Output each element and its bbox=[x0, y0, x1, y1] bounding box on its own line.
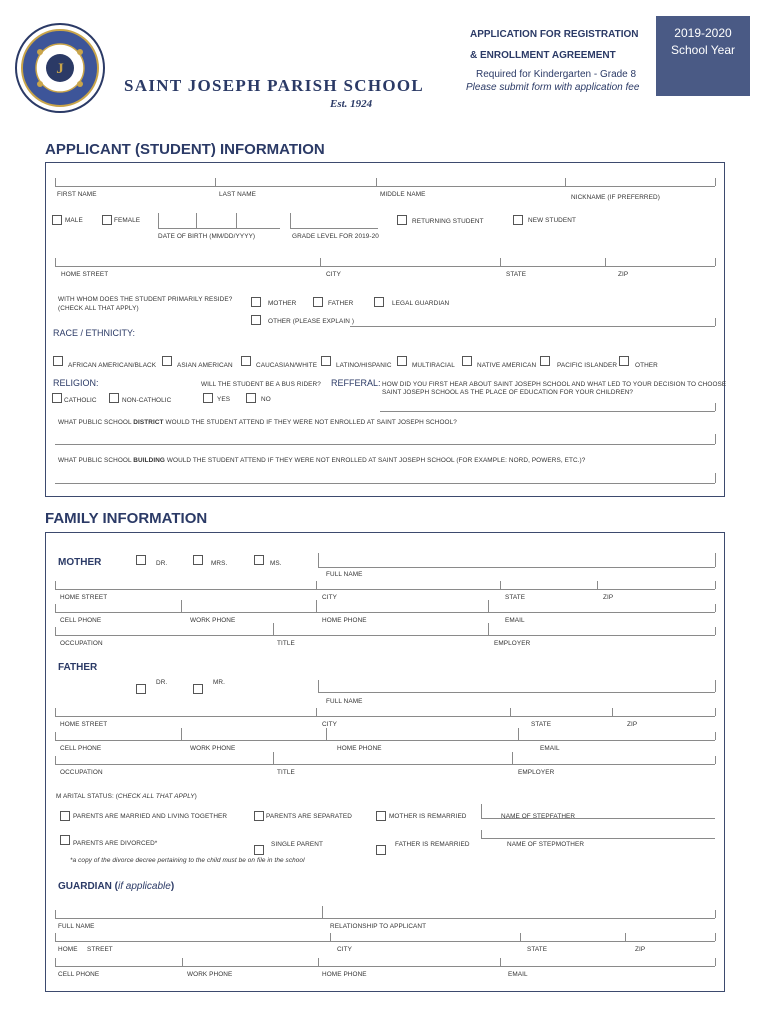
guardian-name-line[interactable] bbox=[55, 918, 715, 919]
guardian-name-divider bbox=[55, 910, 56, 918]
zip-label: ZIP bbox=[618, 271, 629, 278]
guardian-address-divider bbox=[55, 933, 56, 941]
race-option-label: OTHER bbox=[635, 362, 658, 369]
mother-mrs-checkbox[interactable] bbox=[193, 555, 203, 565]
mother-city-label: CITY bbox=[322, 594, 337, 601]
race-checkbox[interactable] bbox=[53, 356, 63, 366]
app-title-line-1: APPLICATION FOR REGISTRATION bbox=[470, 29, 639, 40]
returning-student-checkbox[interactable] bbox=[397, 215, 407, 225]
mother-remarried-checkbox[interactable] bbox=[376, 811, 386, 821]
mother-home-phone-label: HOME PHONE bbox=[322, 617, 367, 624]
female-label: FEMALE bbox=[114, 217, 141, 224]
applicant-section-box bbox=[45, 162, 725, 497]
father-occupation-divider bbox=[715, 756, 716, 764]
race-option-label: AFRICAN AMERICAN/BLACK bbox=[68, 362, 157, 369]
fee-note: Please submit form with application fee bbox=[466, 82, 640, 93]
father-address-line[interactable] bbox=[55, 716, 715, 717]
married-checkbox[interactable] bbox=[60, 811, 70, 821]
guardian-cell-phone-label: CELL PHONE bbox=[58, 971, 100, 978]
race-checkbox[interactable] bbox=[162, 356, 172, 366]
guardian-address-divider bbox=[330, 933, 331, 941]
building-divider bbox=[715, 473, 716, 483]
district-answer-line[interactable] bbox=[55, 444, 715, 445]
mother-name-divider bbox=[318, 553, 319, 567]
guardian-state-label: STATE bbox=[527, 946, 548, 953]
father-phone-divider bbox=[715, 732, 716, 740]
separated-checkbox[interactable] bbox=[254, 811, 264, 821]
race-option-label: CAUCASIAN/WHITE bbox=[256, 362, 318, 369]
other-explain-line[interactable] bbox=[350, 326, 715, 327]
mother-ms-checkbox[interactable] bbox=[254, 555, 264, 565]
father-occupation-divider bbox=[273, 752, 274, 764]
father-city-label: CITY bbox=[322, 721, 337, 728]
guardian-address-divider bbox=[715, 933, 716, 941]
guardian-address-divider bbox=[520, 933, 521, 941]
mother-address-divider bbox=[316, 581, 317, 589]
school-name: SAINT JOSEPH PARISH SCHOOL bbox=[124, 76, 425, 95]
mother-occupation-divider bbox=[55, 627, 56, 635]
father-address-divider bbox=[612, 708, 613, 716]
stepmother-divider bbox=[481, 830, 482, 838]
guardian-street-label: STREET bbox=[87, 946, 113, 953]
referral-question-2: SAINT JOSEPH SCHOOL AS THE PLACE OF EDUCATION FOR YOUR CHILDREN? bbox=[382, 389, 634, 396]
mother-name-divider bbox=[715, 553, 716, 567]
father-name-divider bbox=[318, 680, 319, 692]
guardian-home-label: HOME bbox=[58, 946, 78, 953]
non-catholic-checkbox[interactable] bbox=[109, 393, 119, 403]
single-parent-label: SINGLE PARENT bbox=[271, 841, 323, 848]
father-remarried-label: FATHER IS REMARRIED bbox=[395, 841, 470, 848]
applicant-section-title: APPLICANT (STUDENT) INFORMATION bbox=[45, 141, 325, 158]
race-checkbox[interactable] bbox=[619, 356, 629, 366]
race-option-label: PACIFIC ISLANDER bbox=[557, 362, 618, 369]
school-year: 2019-2020 bbox=[674, 26, 732, 40]
guardian-name-divider bbox=[715, 910, 716, 918]
race-checkbox[interactable] bbox=[241, 356, 251, 366]
divorced-checkbox[interactable] bbox=[60, 835, 70, 845]
reside-other-checkbox[interactable] bbox=[251, 315, 261, 325]
father-occupation-divider bbox=[512, 752, 513, 764]
father-dr-checkbox[interactable] bbox=[136, 684, 146, 694]
mother-occupation-line[interactable] bbox=[55, 635, 715, 636]
reside-father-label: FATHER bbox=[328, 300, 354, 307]
divorce-note: *a copy of the divorce decree pertaining to the child must be on file in the school bbox=[70, 857, 305, 864]
father-email-label: EMAIL bbox=[540, 745, 560, 752]
family-section-title: FAMILY INFORMATION bbox=[45, 510, 208, 527]
father-occupation-label: OCCUPATION bbox=[60, 769, 103, 776]
mother-cell-phone-label: CELL PHONE bbox=[60, 617, 102, 624]
referral-question: HOW DID YOU FIRST HEAR ABOUT SAINT JOSEPH SCHOOL AND WHAT LED TO YOUR DECISION TO CHOOSE bbox=[382, 381, 727, 388]
mother-address-divider bbox=[500, 581, 501, 589]
dob-divider bbox=[196, 213, 197, 228]
guardian-city-label: CITY bbox=[337, 946, 352, 953]
father-occupation-line[interactable] bbox=[55, 764, 715, 765]
race-checkbox[interactable] bbox=[540, 356, 550, 366]
guardian-address-divider bbox=[625, 933, 626, 941]
guardian-relationship-label: RELATIONSHIP TO APPLICANT bbox=[330, 923, 427, 930]
father-home-street-label: HOME STREET bbox=[60, 721, 108, 728]
male-checkbox[interactable] bbox=[52, 215, 62, 225]
building-question: WHAT PUBLIC SCHOOL BUILDING WOULD THE STUDENT ATTEND IF THEY WERE NOT ENROLLED AT SAINT JOSEPH SCHOOL (FOR EXAMPLE: NORD, POWERS, ETC.)? bbox=[58, 457, 586, 464]
district-question: WHAT PUBLIC SCHOOL DISTRICT WOULD THE STUDENT ATTEND IF THEY WERE NOT ENROLLED AT SAINT JOSEPH SCHOOL? bbox=[58, 419, 457, 426]
referral-line[interactable] bbox=[380, 411, 715, 412]
father-occupation-divider bbox=[55, 756, 56, 764]
building-answer-line[interactable] bbox=[55, 483, 715, 484]
mother-phone-line[interactable] bbox=[55, 612, 715, 613]
mother-mrs-label: MRS. bbox=[211, 560, 228, 567]
race-title: RACE / ETHNICITY: bbox=[53, 328, 136, 338]
father-full-name-label: FULL NAME bbox=[326, 698, 363, 705]
mother-full-name-label: FULL NAME bbox=[326, 571, 363, 578]
reside-question: WITH WHOM DOES THE STUDENT PRIMARILY RESIDE? bbox=[58, 296, 233, 303]
district-divider bbox=[715, 434, 716, 444]
mother-address-line[interactable] bbox=[55, 589, 715, 590]
grade-note: Required for Kindergarten - Grade 8 bbox=[476, 69, 637, 80]
guardian-zip-label: ZIP bbox=[635, 946, 646, 953]
mother-occupation-divider bbox=[715, 627, 716, 635]
race-checkbox[interactable] bbox=[462, 356, 472, 366]
race-option-label: ASIAN AMERICAN bbox=[177, 362, 233, 369]
bus-yes-label: YES bbox=[217, 396, 231, 403]
reside-other-label: OTHER (PLEASE EXPLAIN ) bbox=[268, 318, 355, 325]
guardian-phone-divider bbox=[318, 958, 319, 966]
reside-mother-checkbox[interactable] bbox=[251, 297, 261, 307]
single-parent-checkbox[interactable] bbox=[254, 845, 264, 855]
mother-title: MOTHER bbox=[58, 557, 102, 568]
father-phone-line[interactable] bbox=[55, 740, 715, 741]
reside-guardian-checkbox[interactable] bbox=[374, 297, 384, 307]
mother-ms-label: MS. bbox=[270, 560, 282, 567]
divorced-label: PARENTS ARE DIVORCED* bbox=[73, 840, 158, 847]
name-divider bbox=[376, 178, 377, 186]
city-label: CITY bbox=[326, 271, 341, 278]
address-line bbox=[55, 266, 715, 267]
mother-address-divider bbox=[597, 581, 598, 589]
mother-phone-divider bbox=[55, 604, 56, 612]
mother-phone-divider bbox=[488, 600, 489, 612]
race-option-label: MULTIRACIAL bbox=[412, 362, 455, 369]
race-checkbox[interactable] bbox=[397, 356, 407, 366]
guardian-phone-divider bbox=[182, 958, 183, 966]
guardian-phone-divider bbox=[500, 958, 501, 966]
stepfather-divider bbox=[481, 804, 482, 818]
mother-occupation-label: OCCUPATION bbox=[60, 640, 103, 647]
father-mr-checkbox[interactable] bbox=[193, 684, 203, 694]
non-catholic-label: NON-CATHOLIC bbox=[122, 397, 172, 404]
married-label: PARENTS ARE MARRIED AND LIVING TOGETHER bbox=[73, 813, 228, 820]
guardian-home-phone-label: HOME PHONE bbox=[322, 971, 367, 978]
address-divider bbox=[320, 258, 321, 266]
guardian-title: GUARDIAN (if applicable) bbox=[58, 881, 175, 892]
mother-occupation-divider bbox=[488, 623, 489, 635]
father-full-name-line[interactable] bbox=[318, 692, 715, 693]
dob-divider bbox=[236, 213, 237, 228]
bus-no-label: NO bbox=[261, 396, 271, 403]
referral-divider bbox=[715, 403, 716, 411]
father-phone-divider bbox=[326, 728, 327, 740]
father-address-divider bbox=[316, 708, 317, 716]
mother-dr-checkbox[interactable] bbox=[136, 555, 146, 565]
father-address-divider bbox=[55, 708, 56, 716]
svg-text:J: J bbox=[56, 61, 64, 77]
guardian-full-name-label: FULL NAME bbox=[58, 923, 95, 930]
reside-mother-label: MOTHER bbox=[268, 300, 297, 307]
mother-remarried-label: MOTHER IS REMARRIED bbox=[389, 813, 467, 820]
nickname-label: NICKNAME (IF PREFERRED) bbox=[571, 194, 660, 201]
school-seal bbox=[14, 22, 106, 114]
referral-title: REFFERAL: bbox=[331, 378, 381, 388]
guardian-phone-divider bbox=[715, 958, 716, 966]
father-address-divider bbox=[510, 708, 511, 716]
mother-address-divider bbox=[55, 581, 56, 589]
name-divider bbox=[215, 178, 216, 186]
first-name-label: FIRST NAME bbox=[57, 191, 97, 198]
address-divider bbox=[605, 258, 606, 266]
app-title-line-2: & ENROLLMENT AGREEMENT bbox=[470, 50, 616, 61]
grade-divider bbox=[290, 213, 291, 228]
father-phone-divider bbox=[181, 728, 182, 740]
guardian-phone-line[interactable] bbox=[55, 966, 715, 967]
father-work-phone-label: WORK PHONE bbox=[190, 745, 236, 752]
guardian-name-divider bbox=[322, 906, 323, 918]
mother-zip-label: ZIP bbox=[603, 594, 614, 601]
father-mr-label: MR. bbox=[213, 679, 226, 686]
last-name-label: LAST NAME bbox=[219, 191, 257, 198]
mother-phone-divider bbox=[316, 600, 317, 612]
father-employer-label: EMPLOYER bbox=[518, 769, 555, 776]
male-label: MALE bbox=[65, 217, 83, 224]
reside-father-checkbox[interactable] bbox=[313, 297, 323, 307]
dob-label: DATE OF BIRTH (MM/DD/YYYY) bbox=[158, 233, 256, 240]
address-divider bbox=[500, 258, 501, 266]
catholic-checkbox[interactable] bbox=[52, 393, 62, 403]
dob-divider bbox=[158, 213, 159, 228]
bus-question: WILL THE STUDENT BE A BUS RIDER? bbox=[201, 381, 321, 388]
guardian-work-phone-label: WORK PHONE bbox=[187, 971, 233, 978]
separated-label: PARENTS ARE SEPARATED bbox=[266, 813, 352, 820]
grade-line bbox=[290, 228, 378, 229]
state-label: STATE bbox=[506, 271, 527, 278]
father-title-label: TITLE bbox=[277, 769, 295, 776]
mother-work-phone-label: WORK PHONE bbox=[190, 617, 236, 624]
father-zip-label: ZIP bbox=[627, 721, 638, 728]
religion-title: RELIGION: bbox=[53, 378, 99, 388]
new-student-checkbox[interactable] bbox=[513, 215, 523, 225]
grade-label: GRADE LEVEL FOR 2019-20 bbox=[292, 233, 379, 240]
name-line bbox=[55, 186, 715, 187]
middle-name-label: MIDDLE NAME bbox=[380, 191, 426, 198]
father-address-divider bbox=[715, 708, 716, 716]
race-checkbox[interactable] bbox=[321, 356, 331, 366]
mother-occupation-divider bbox=[273, 623, 274, 635]
father-home-phone-label: HOME PHONE bbox=[337, 745, 382, 752]
catholic-label: CATHOLIC bbox=[64, 397, 97, 404]
stepmother-label: NAME OF STEPMOTHER bbox=[507, 841, 585, 848]
address-divider bbox=[55, 258, 56, 266]
mother-email-label: EMAIL bbox=[505, 617, 525, 624]
father-remarried-checkbox[interactable] bbox=[376, 845, 386, 855]
father-cell-phone-label: CELL PHONE bbox=[60, 745, 102, 752]
father-name-divider bbox=[715, 680, 716, 692]
returning-student-label: RETURNING STUDENT bbox=[412, 218, 484, 225]
home-street-label: HOME STREET bbox=[61, 271, 109, 278]
new-student-label: NEW STUDENT bbox=[528, 217, 576, 224]
mother-full-name-line[interactable] bbox=[318, 567, 715, 568]
other-explain-divider bbox=[715, 318, 716, 326]
guardian-phone-divider bbox=[55, 958, 56, 966]
stepmother-line[interactable] bbox=[481, 838, 715, 839]
established: Est. 1924 bbox=[330, 98, 373, 110]
marital-status-title: M ARITAL STATUS: (CHECK ALL THAT APPLY) bbox=[56, 793, 197, 800]
bus-yes-checkbox[interactable] bbox=[203, 393, 213, 403]
mother-address-divider bbox=[715, 581, 716, 589]
school-year-label: School Year bbox=[670, 43, 736, 57]
race-option-label: LATINO/HISPANIC bbox=[336, 362, 392, 369]
race-option-label: NATIVE AMERICAN bbox=[477, 362, 537, 369]
father-title: FATHER bbox=[58, 662, 98, 673]
mother-phone-divider bbox=[715, 604, 716, 612]
father-phone-divider bbox=[518, 728, 519, 740]
school-year-badge bbox=[656, 16, 750, 96]
name-divider bbox=[55, 178, 56, 186]
mother-phone-divider bbox=[181, 600, 182, 612]
mother-state-label: STATE bbox=[505, 594, 526, 601]
bus-no-checkbox[interactable] bbox=[246, 393, 256, 403]
name-divider bbox=[715, 178, 716, 186]
stepfather-label: NAME OF STEPFATHER bbox=[501, 813, 576, 820]
name-divider bbox=[565, 178, 566, 186]
father-dr-label: DR. bbox=[156, 679, 168, 686]
reside-guardian-label: LEGAL GUARDIAN bbox=[392, 300, 450, 307]
mother-employer-label: EMPLOYER bbox=[494, 640, 531, 647]
female-checkbox[interactable] bbox=[102, 215, 112, 225]
guardian-address-line[interactable] bbox=[55, 941, 715, 942]
guardian-email-label: EMAIL bbox=[508, 971, 528, 978]
reside-question-note: (CHECK ALL THAT APPLY) bbox=[58, 305, 139, 312]
address-divider bbox=[715, 258, 716, 266]
mother-title-label: TITLE bbox=[277, 640, 295, 647]
mother-home-street-label: HOME STREET bbox=[60, 594, 108, 601]
mother-dr-label: DR. bbox=[156, 560, 168, 567]
father-state-label: STATE bbox=[531, 721, 552, 728]
dob-line bbox=[158, 228, 280, 229]
father-phone-divider bbox=[55, 732, 56, 740]
